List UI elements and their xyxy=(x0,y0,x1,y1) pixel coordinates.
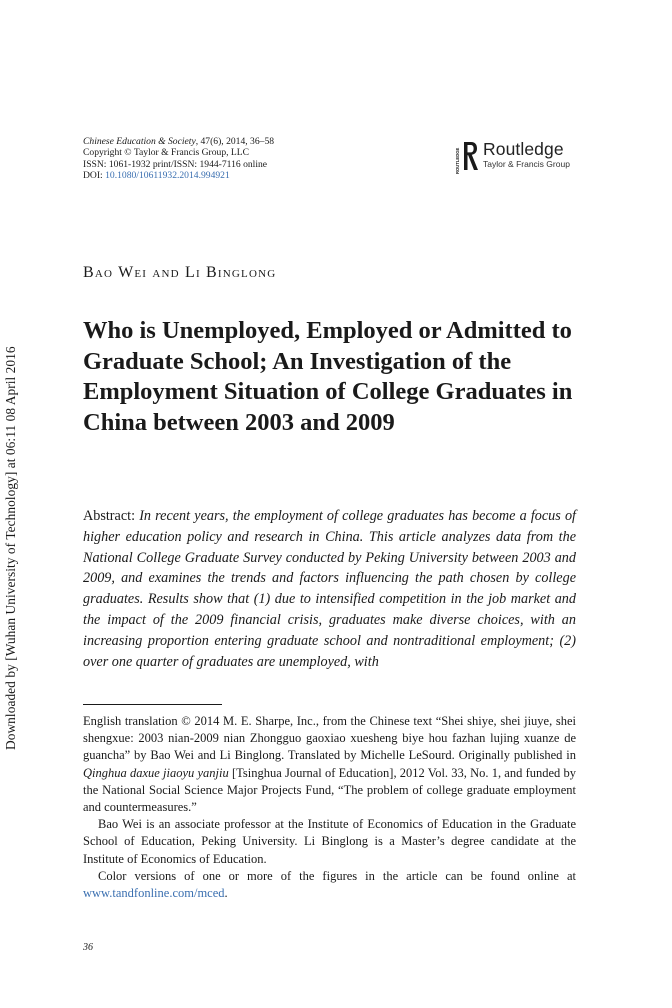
publisher-name: Routledge xyxy=(483,139,564,159)
publisher-group: Taylor & Francis Group xyxy=(483,159,570,169)
article-title: Who is Unemployed, Employed or Admitted to Graduate School; An Investigation of the Employment Situation of College Graduates in China between 2003 and 2009 xyxy=(83,317,573,436)
translation-note: English translation © 2014 M. E. Sharpe, Inc., from the Chinese text “Shei shiye, shei jiuye, shei shengxue: 2003 nian-2009 nian Zhongguo gaoxiao xuesheng biye hou fazhan lujing xuanze de guancha” by Bao Wei and Li Binglong. Translated by Michelle LeSourd. Originally published in Qinghua daxue jiaoyu yanjiu [Tsinghua Journal of Education], 2012 Vol. 33, No. 1, and funded by the National Social Science Major Projects Fund, “The problem of college graduate employment and countermeasures.” xyxy=(83,714,576,815)
journal-website-link[interactable]: www.tandfonline.com/mced xyxy=(83,886,225,901)
abstract-label: Abstract: xyxy=(83,508,140,524)
footnote xyxy=(83,713,576,902)
source-journal: Qinghua daxue jiaoyu yanjiu xyxy=(83,765,229,780)
article-authors: Bao Wei and Li Binglong xyxy=(83,264,277,281)
abstract-text: In recent years, the employment of college graduates has become a focus of higher education policy and research in China. This article analyzes data from the National College Graduate Survey conducted by Peking University between 2003 and 2009, and examines the trends and factors influencing the path chosen by college graduates. Results show that (1) due to intensified competition in the job market and the impact of the 2009 financial crisis, graduates make diverse choices, with an increasing proportion entering graduate school and nontraditional employment; (2) over one quarter of graduates are unemployed, with xyxy=(83,508,576,670)
download-notice: Downloaded by [Wuhan University of Technology] at 06:11 08 April 2016 xyxy=(3,346,18,750)
color-note: Color versions of one or more of the figures in the article can be found online at www.tandfonline.com/mced. xyxy=(83,868,576,901)
doi-link[interactable]: 10.1080/10611932.2014.994921 xyxy=(105,170,230,182)
routledge-logo xyxy=(455,140,585,174)
page-number: 36 xyxy=(83,942,93,953)
journal-doi: DOI: 10.1080/10611932.2014.994921 xyxy=(83,170,230,182)
authors-note: Bao Wei is an associate professor at the Institute of Economics of Education in the Graduate School of Education, Peking University. Li Binglong is a Master’s degree candidate at the Institute of Economics of Education. xyxy=(83,817,576,866)
routledge-logo-icon xyxy=(455,140,479,174)
download-watermark xyxy=(3,270,23,750)
journal-name: Chinese Education & Society xyxy=(83,136,196,147)
footnote-divider xyxy=(83,704,222,705)
journal-copyright: Copyright © Taylor & Francis Group, LLC xyxy=(83,147,250,159)
journal-citation: Chinese Education & Society, 47(6), 2014, 36–58 xyxy=(83,136,275,147)
journal-issn: ISSN: 1061-1932 print/ISSN: 1944-7116 online xyxy=(83,158,268,170)
abstract xyxy=(83,506,576,672)
journal-info xyxy=(83,136,274,182)
routledge-vertical-mark: ROUTLEDGE xyxy=(455,147,460,174)
